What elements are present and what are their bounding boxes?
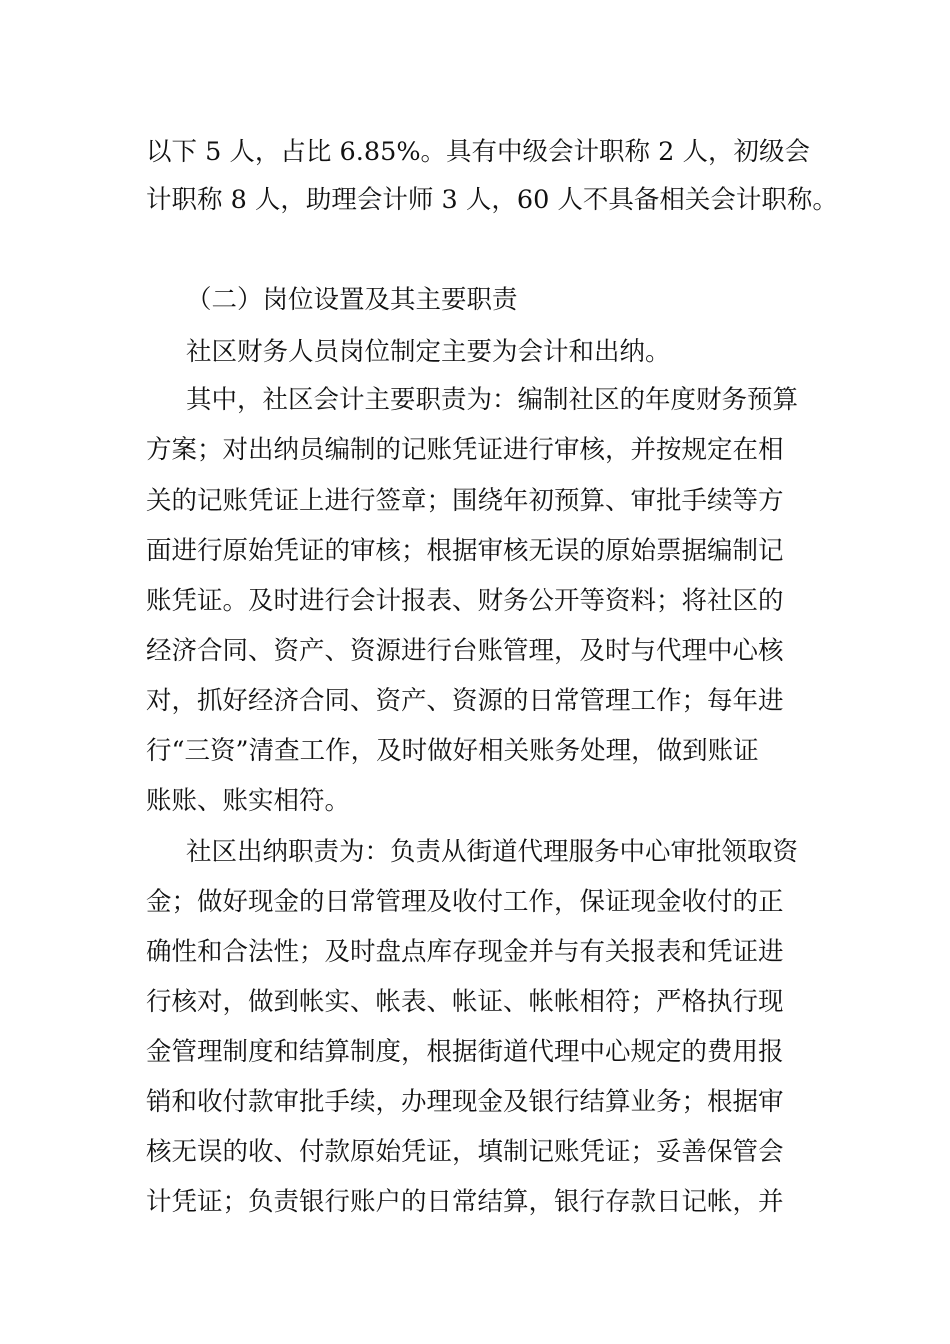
text-line: 其中，社区会计主要职责为：编制社区的年度财务预算 bbox=[186, 385, 799, 415]
text-line: 方案；对出纳员编制的记账凭证进行审核，并按规定在相 bbox=[146, 435, 784, 465]
text-line: 以下 5 人，占比 6.85%。具有中级会计职称 2 人，初级会 bbox=[146, 137, 810, 167]
text-line: 社区出纳职责为：负责从街道代理服务中心审批领取资 bbox=[186, 837, 799, 867]
text-line: 销和收付款审批手续，办理现金及银行结算业务；根据审 bbox=[146, 1087, 784, 1117]
text-line: 金管理制度和结算制度，根据街道代理中心规定的费用报 bbox=[146, 1037, 784, 1067]
text-line: 核无误的收、付款原始凭证，填制记账凭证；妥善保管会 bbox=[146, 1137, 784, 1167]
text-line: 关的记账凭证上进行签章；围绕年初预算、审批手续等方 bbox=[146, 486, 784, 516]
text-line: 面进行原始凭证的审核；根据审核无误的原始票据编制记 bbox=[146, 536, 784, 566]
text-line: 金；做好现金的日常管理及收付工作，保证现金收付的正 bbox=[146, 887, 784, 917]
text-line: 经济合同、资产、资源进行台账管理，及时与代理中心核 bbox=[146, 636, 784, 666]
text-line: 账账、账实相符。 bbox=[146, 786, 351, 816]
text-line: 行核对，做到帐实、帐表、帐证、帐帐相符；严格执行现 bbox=[146, 987, 784, 1017]
text-line: 计职称 8 人，助理会计师 3 人，60 人不具备相关会计职称。 bbox=[146, 185, 838, 215]
text-line: 账凭证。及时进行会计报表、财务公开等资料；将社区的 bbox=[146, 586, 784, 616]
text-line: 行“三资”清查工作，及时做好相关账务处理，做到账证 bbox=[146, 736, 759, 766]
text-line: 计凭证；负责银行账户的日常结算，银行存款日记帐，并 bbox=[146, 1187, 784, 1217]
text-line: 确性和合法性；及时盘点库存现金并与有关报表和凭证进 bbox=[146, 937, 784, 967]
text-line: 对，抓好经济合同、资产、资源的日常管理工作；每年进 bbox=[146, 686, 784, 716]
text-line: 社区财务人员岗位制定主要为会计和出纳。 bbox=[186, 337, 671, 367]
section-heading: （二）岗位设置及其主要职责 bbox=[186, 285, 518, 315]
